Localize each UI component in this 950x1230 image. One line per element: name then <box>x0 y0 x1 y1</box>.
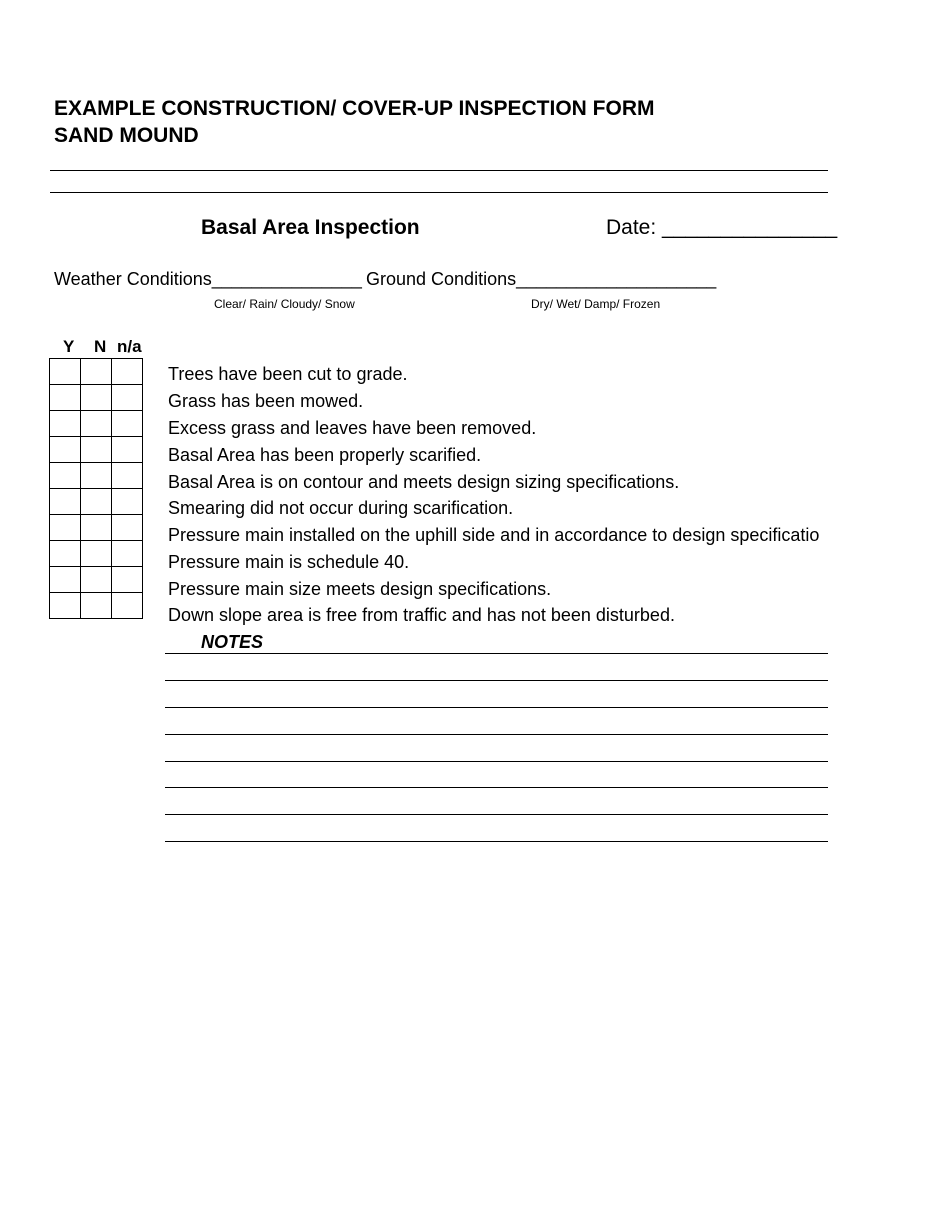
checkbox-yes[interactable] <box>50 593 81 619</box>
notes-label: NOTES <box>201 632 264 652</box>
checkbox-row <box>50 437 143 463</box>
notes-line[interactable] <box>165 707 828 708</box>
header-rule-1 <box>50 170 828 171</box>
checkbox-no[interactable] <box>81 489 112 515</box>
checklist-item: Pressure main is schedule 40. <box>168 552 410 572</box>
checklist-item: Basal Area is on contour and meets design sizing specifications. <box>168 472 680 492</box>
checkbox-no[interactable] <box>81 541 112 567</box>
checkbox-yes[interactable] <box>50 385 81 411</box>
header-rule-2 <box>50 192 828 193</box>
checkbox-na[interactable] <box>112 567 143 593</box>
checklist-item: Trees have been cut to grade. <box>168 364 408 384</box>
checkbox-yes[interactable] <box>50 437 81 463</box>
checkbox-na[interactable] <box>112 437 143 463</box>
checkbox-na[interactable] <box>112 515 143 541</box>
column-header-na: n/a <box>117 337 142 356</box>
checkbox-na[interactable] <box>112 385 143 411</box>
notes-line[interactable] <box>165 653 828 654</box>
checkbox-na[interactable] <box>112 593 143 619</box>
checkbox-yes[interactable] <box>50 463 81 489</box>
checkbox-na[interactable] <box>112 541 143 567</box>
checklist-item: Down slope area is free from traffic and has not been disturbed. <box>168 605 675 625</box>
weather-conditions-field[interactable]: Weather Conditions_______________ <box>54 269 362 289</box>
checkbox-row <box>50 463 143 489</box>
checkbox-no[interactable] <box>81 385 112 411</box>
checkbox-row <box>50 515 143 541</box>
checkbox-no[interactable] <box>81 359 112 385</box>
checkbox-na[interactable] <box>112 411 143 437</box>
column-header-no: N <box>94 337 107 356</box>
column-header-yes: Y <box>63 337 75 356</box>
notes-line[interactable] <box>165 680 828 681</box>
notes-line[interactable] <box>165 841 828 842</box>
checkbox-na[interactable] <box>112 463 143 489</box>
checkbox-yes[interactable] <box>50 489 81 515</box>
checklist-item: Basal Area has been properly scarified. <box>168 445 482 465</box>
checkbox-no[interactable] <box>81 437 112 463</box>
checkbox-no[interactable] <box>81 411 112 437</box>
checkbox-yes[interactable] <box>50 515 81 541</box>
checkbox-row <box>50 593 143 619</box>
checkbox-no[interactable] <box>81 567 112 593</box>
checkbox-no[interactable] <box>81 463 112 489</box>
checkbox-row <box>50 541 143 567</box>
form-title-line2: SAND MOUND <box>54 124 199 147</box>
notes-line[interactable] <box>165 761 828 762</box>
checkbox-yes[interactable] <box>50 359 81 385</box>
checklist-item: Pressure main installed on the uphill side and in accordance to design specificatio <box>168 525 820 545</box>
checkbox-na[interactable] <box>112 359 143 385</box>
notes-line[interactable] <box>165 787 828 788</box>
ground-conditions-hint: Dry/ Wet/ Damp/ Frozen <box>531 297 661 311</box>
date-field[interactable]: Date: _______________ <box>606 216 838 239</box>
weather-conditions-hint: Clear/ Rain/ Cloudy/ Snow <box>214 297 355 311</box>
notes-line[interactable] <box>165 734 828 735</box>
notes-line[interactable] <box>165 814 828 815</box>
checkbox-yes[interactable] <box>50 541 81 567</box>
checkbox-grid <box>49 358 143 619</box>
checklist-item: Smearing did not occur during scarification. <box>168 498 514 518</box>
form-title-line1: EXAMPLE CONSTRUCTION/ COVER-UP INSPECTION FORM <box>54 97 655 120</box>
section-title: Basal Area Inspection <box>201 216 420 239</box>
checkbox-na[interactable] <box>112 489 143 515</box>
checkbox-no[interactable] <box>81 515 112 541</box>
checkbox-row <box>50 567 143 593</box>
ground-conditions-field[interactable]: Ground Conditions____________________ <box>366 269 717 289</box>
checklist-item: Pressure main size meets design specifications. <box>168 579 552 599</box>
checklist-item: Excess grass and leaves have been removed. <box>168 418 537 438</box>
checklist-item: Grass has been mowed. <box>168 391 364 411</box>
checkbox-yes[interactable] <box>50 411 81 437</box>
checkbox-row <box>50 359 143 385</box>
checkbox-row <box>50 489 143 515</box>
checkbox-yes[interactable] <box>50 567 81 593</box>
checkbox-row <box>50 411 143 437</box>
checkbox-row <box>50 385 143 411</box>
checkbox-no[interactable] <box>81 593 112 619</box>
